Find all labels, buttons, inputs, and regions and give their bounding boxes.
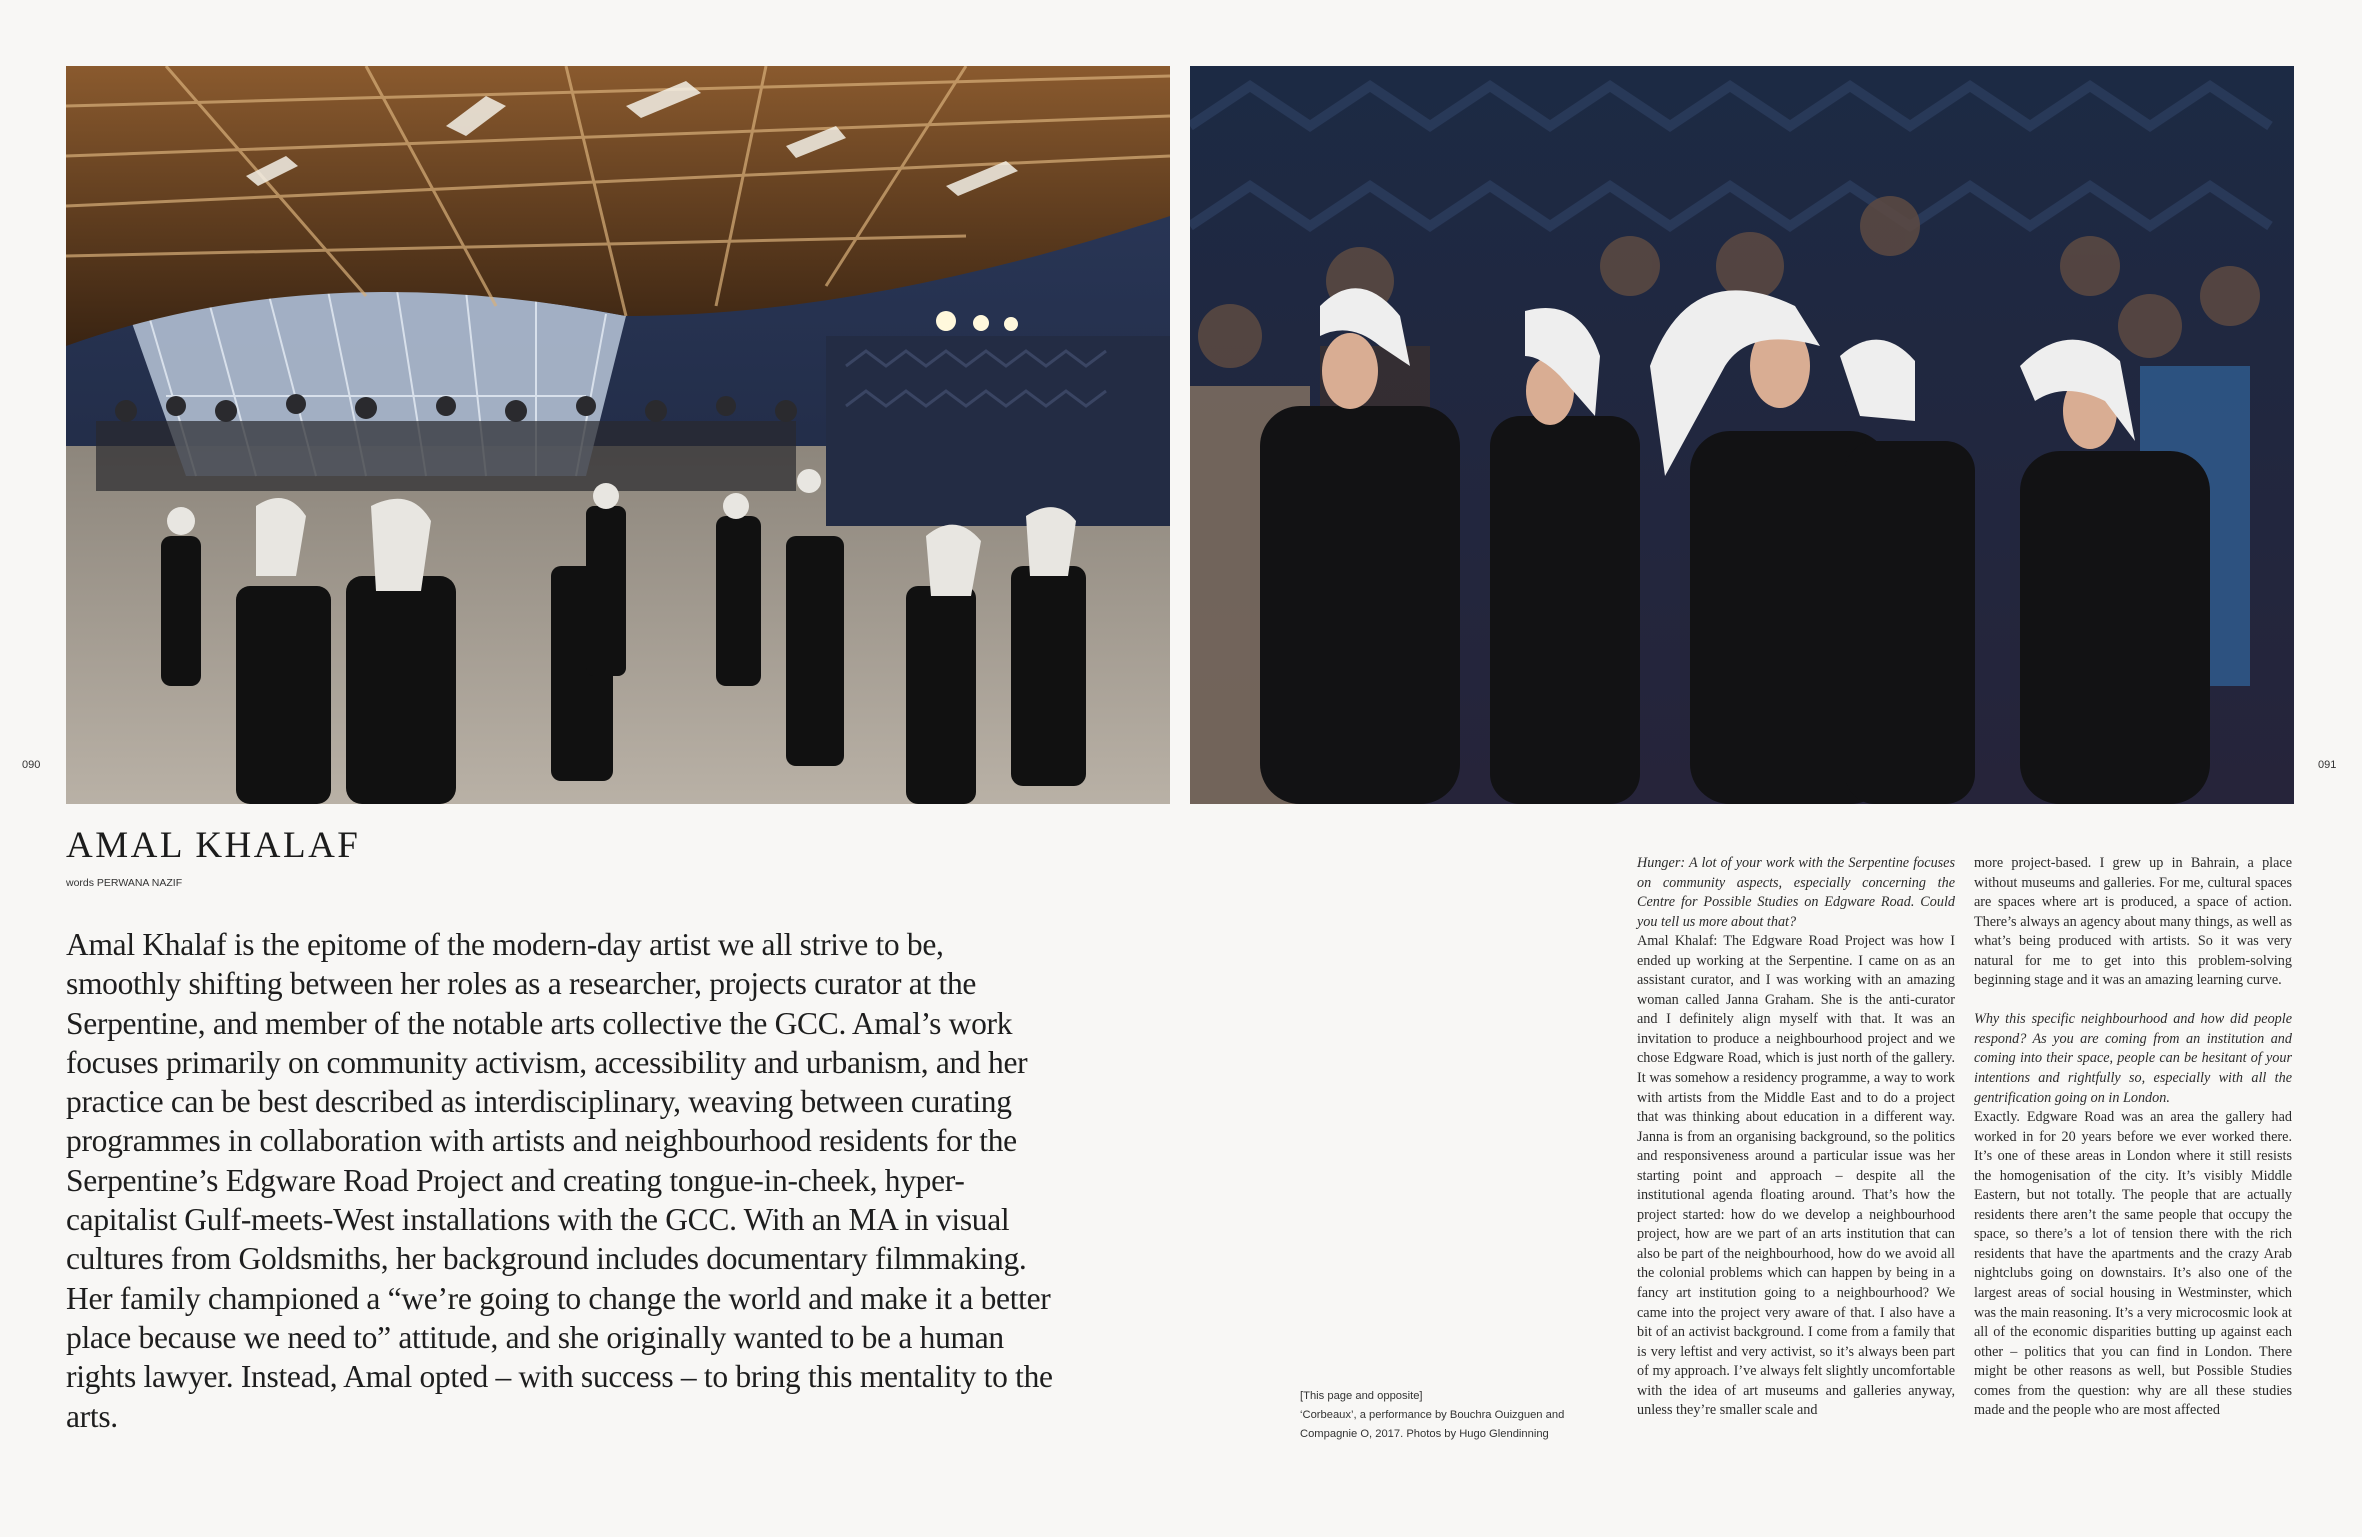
photo-performers-closeup xyxy=(1190,66,2294,804)
interview-column-2 xyxy=(1974,854,2292,1421)
performers-white-headscarves-photo-icon xyxy=(1190,66,2294,804)
interview-answer: Exactly. Edgware Road was an area the gallery had worked in for 20 years before we ever worked there. It’s one of these areas in London where it still resists the homogenisation of the city. It’s visibly Middle Eastern, but not totally. The people that are actually residents there aren’t the same people that occupy the space, so there’s a lot of tension there with the rich residents that have the apartments and the crazy Arab nightclubs going on downstairs. It’s also one of the largest areas of social housing in Westminster, which was the main reasoning. It’s a very microcosmic look at all of the economic disparities butting up against each other – politics that you can find in London. There might be other reasons as well, but Possible Studies comes from the question: why are all these studies made and the people who are most affected xyxy=(1974,1109,2292,1419)
page-number-right: 091 xyxy=(2318,759,2337,771)
article-title: AMAL KHALAF xyxy=(66,825,361,866)
photo-caption xyxy=(1300,1387,1600,1444)
interview-answer: more project-based. I grew up in Bahrain, a place without museums and galleries. For me, cultural spaces are spaces where art is produced, a space of action. There’s always an agency about many things, as well as what’s being produced with artists. So it was very natural for me to get into this problem-solving beginning stage and it was an amazing learning curve. xyxy=(1974,855,2292,989)
photo-pavilion-performance xyxy=(66,66,1170,804)
pavilion-performance-photo-icon xyxy=(66,66,1170,804)
byline: words PERWANA NAZIF xyxy=(66,877,183,889)
caption-line: Compagnie O, 2017. Photos by Hugo Glendinning xyxy=(1300,1428,1549,1440)
interview-column-1 xyxy=(1637,854,1955,1421)
intro-paragraph: Amal Khalaf is the epitome of the modern-day artist we all strive to be, smoothly shifting between her roles as a researcher, projects curator at the Serpentine, and member of the notable arts collective the GCC. Amal’s work focuses primarily on community activism, accessibility and urbanism, and her practice can be best described as interdisciplinary, weaving between curating programmes in collaboration with artists and neighbourhood residents for the Serpentine’s Edgware Road Project and creating tongue-in-cheek, hyper-capitalist Gulf-meets-West installations with the GCC. With an MA in visual cultures from Goldsmiths, her background includes documentary filmmaking. Her family championed a “we’re going to change the world and make it a better place because we need to” attitude, and she originally wanted to be a human rights lawyer. Instead, Amal opted – with success – to bring this mentality to the arts. xyxy=(66,927,1053,1434)
page-number-left: 090 xyxy=(22,759,41,771)
interview-question: Why this specific neighbourhood and how did people respond? As you are coming from an institution and coming into their space, people can be hesitant of your intentions and rightfully so, especially with all the gentrification going on in London. xyxy=(1974,1011,2292,1106)
interview-answer: Amal Khalaf: The Edgware Road Project was how I ended up working at the Serpentine. I came on as an assistant curator, and I was working with an amazing woman called Janna Graham. She is the anti-curator and I definitely align myself with that. It was an invitation to produce a neighbourhood project and we chose Edgware Road, which is just north of the gallery. It was somehow a residency programme, a way to work with artists from the Middle East and to do a project that was thinking about education in a different way. Janna is from an organising background, so the politics and responsiveness around a particular issue was her starting point and approach – despite all the institutional agenda floating around. That’s how the project started: how do we develop a neighbourhood project, how are we part of an arts institution that can also be part of the neighbourhood, how do we avoid all the colonial problems which can happen by being in a fancy art institution going to a neighbourhood? We came into the project very aware of that. I also have a bit of an activist background. I come from a family that is very leftist and very activist, so it’s always been part of my approach. I’ve always felt slightly uncomfortable with the idea of art museums and galleries anyway, unless they’re smaller scale and xyxy=(1637,933,1955,1419)
caption-line: [This page and opposite] xyxy=(1300,1390,1423,1402)
caption-line: ‘Corbeaux’, a performance by Bouchra Ouizguen and xyxy=(1300,1409,1565,1421)
interview-question: Hunger: A lot of your work with the Serpentine focuses on community aspects, especially concerning the Centre for Possible Studies on Edgware Road. Could you tell us more about that? xyxy=(1637,855,1955,930)
